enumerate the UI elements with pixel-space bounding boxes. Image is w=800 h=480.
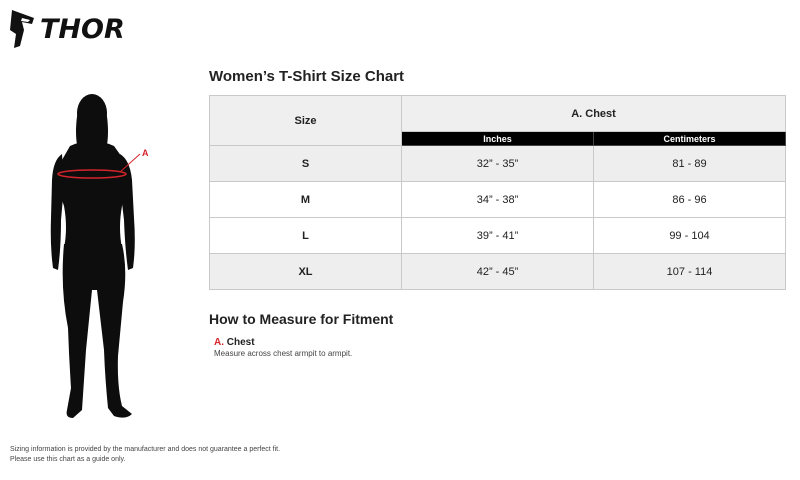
centimeters-cell: 81 - 89 <box>594 146 786 182</box>
page-title: Women’s T-Shirt Size Chart <box>209 68 405 85</box>
measurement-letter: A. <box>214 337 224 348</box>
size-cell: S <box>210 146 402 182</box>
table-header-row <box>210 96 786 132</box>
centimeters-cell: 99 - 104 <box>594 218 786 254</box>
how-to-measure-heading: How to Measure for Fitment <box>209 311 394 327</box>
disclaimer-line: Sizing information is provided by the manufacturer and does not guarantee a perfect fit. <box>10 446 281 453</box>
centimeters-cell: 86 - 96 <box>594 182 786 218</box>
measurement-marker-label: A <box>142 148 149 158</box>
chest-column-header: A. Chest <box>402 96 786 132</box>
measurement-description: Measure across chest armpit to armpit. <box>214 349 353 358</box>
inches-cell: 42” - 45” <box>402 254 594 290</box>
size-cell: L <box>210 218 402 254</box>
table-row <box>210 218 786 254</box>
woman-silhouette-figure <box>40 88 165 423</box>
size-column-header: Size <box>210 96 402 146</box>
size-chart-table <box>209 95 786 290</box>
table-row <box>210 254 786 290</box>
size-cell: XL <box>210 254 402 290</box>
inches-column-header: Inches <box>402 132 594 146</box>
thor-helmet-icon <box>8 8 38 50</box>
brand-logo <box>8 8 125 50</box>
size-cell: M <box>210 182 402 218</box>
measurement-label: Chest <box>226 337 255 348</box>
disclaimer-line: Please use this chart as a guide only. <box>10 456 126 463</box>
centimeters-column-header: Centimeters <box>594 132 786 146</box>
disclaimer <box>10 445 280 465</box>
brand-logo-text: THOR <box>40 13 125 45</box>
centimeters-cell: 107 - 114 <box>594 254 786 290</box>
inches-cell: 39” - 41” <box>402 218 594 254</box>
inches-cell: 34” - 38” <box>402 182 594 218</box>
inches-cell: 32” - 35” <box>402 146 594 182</box>
measurement-name <box>214 337 255 348</box>
table-row <box>210 146 786 182</box>
table-row <box>210 182 786 218</box>
